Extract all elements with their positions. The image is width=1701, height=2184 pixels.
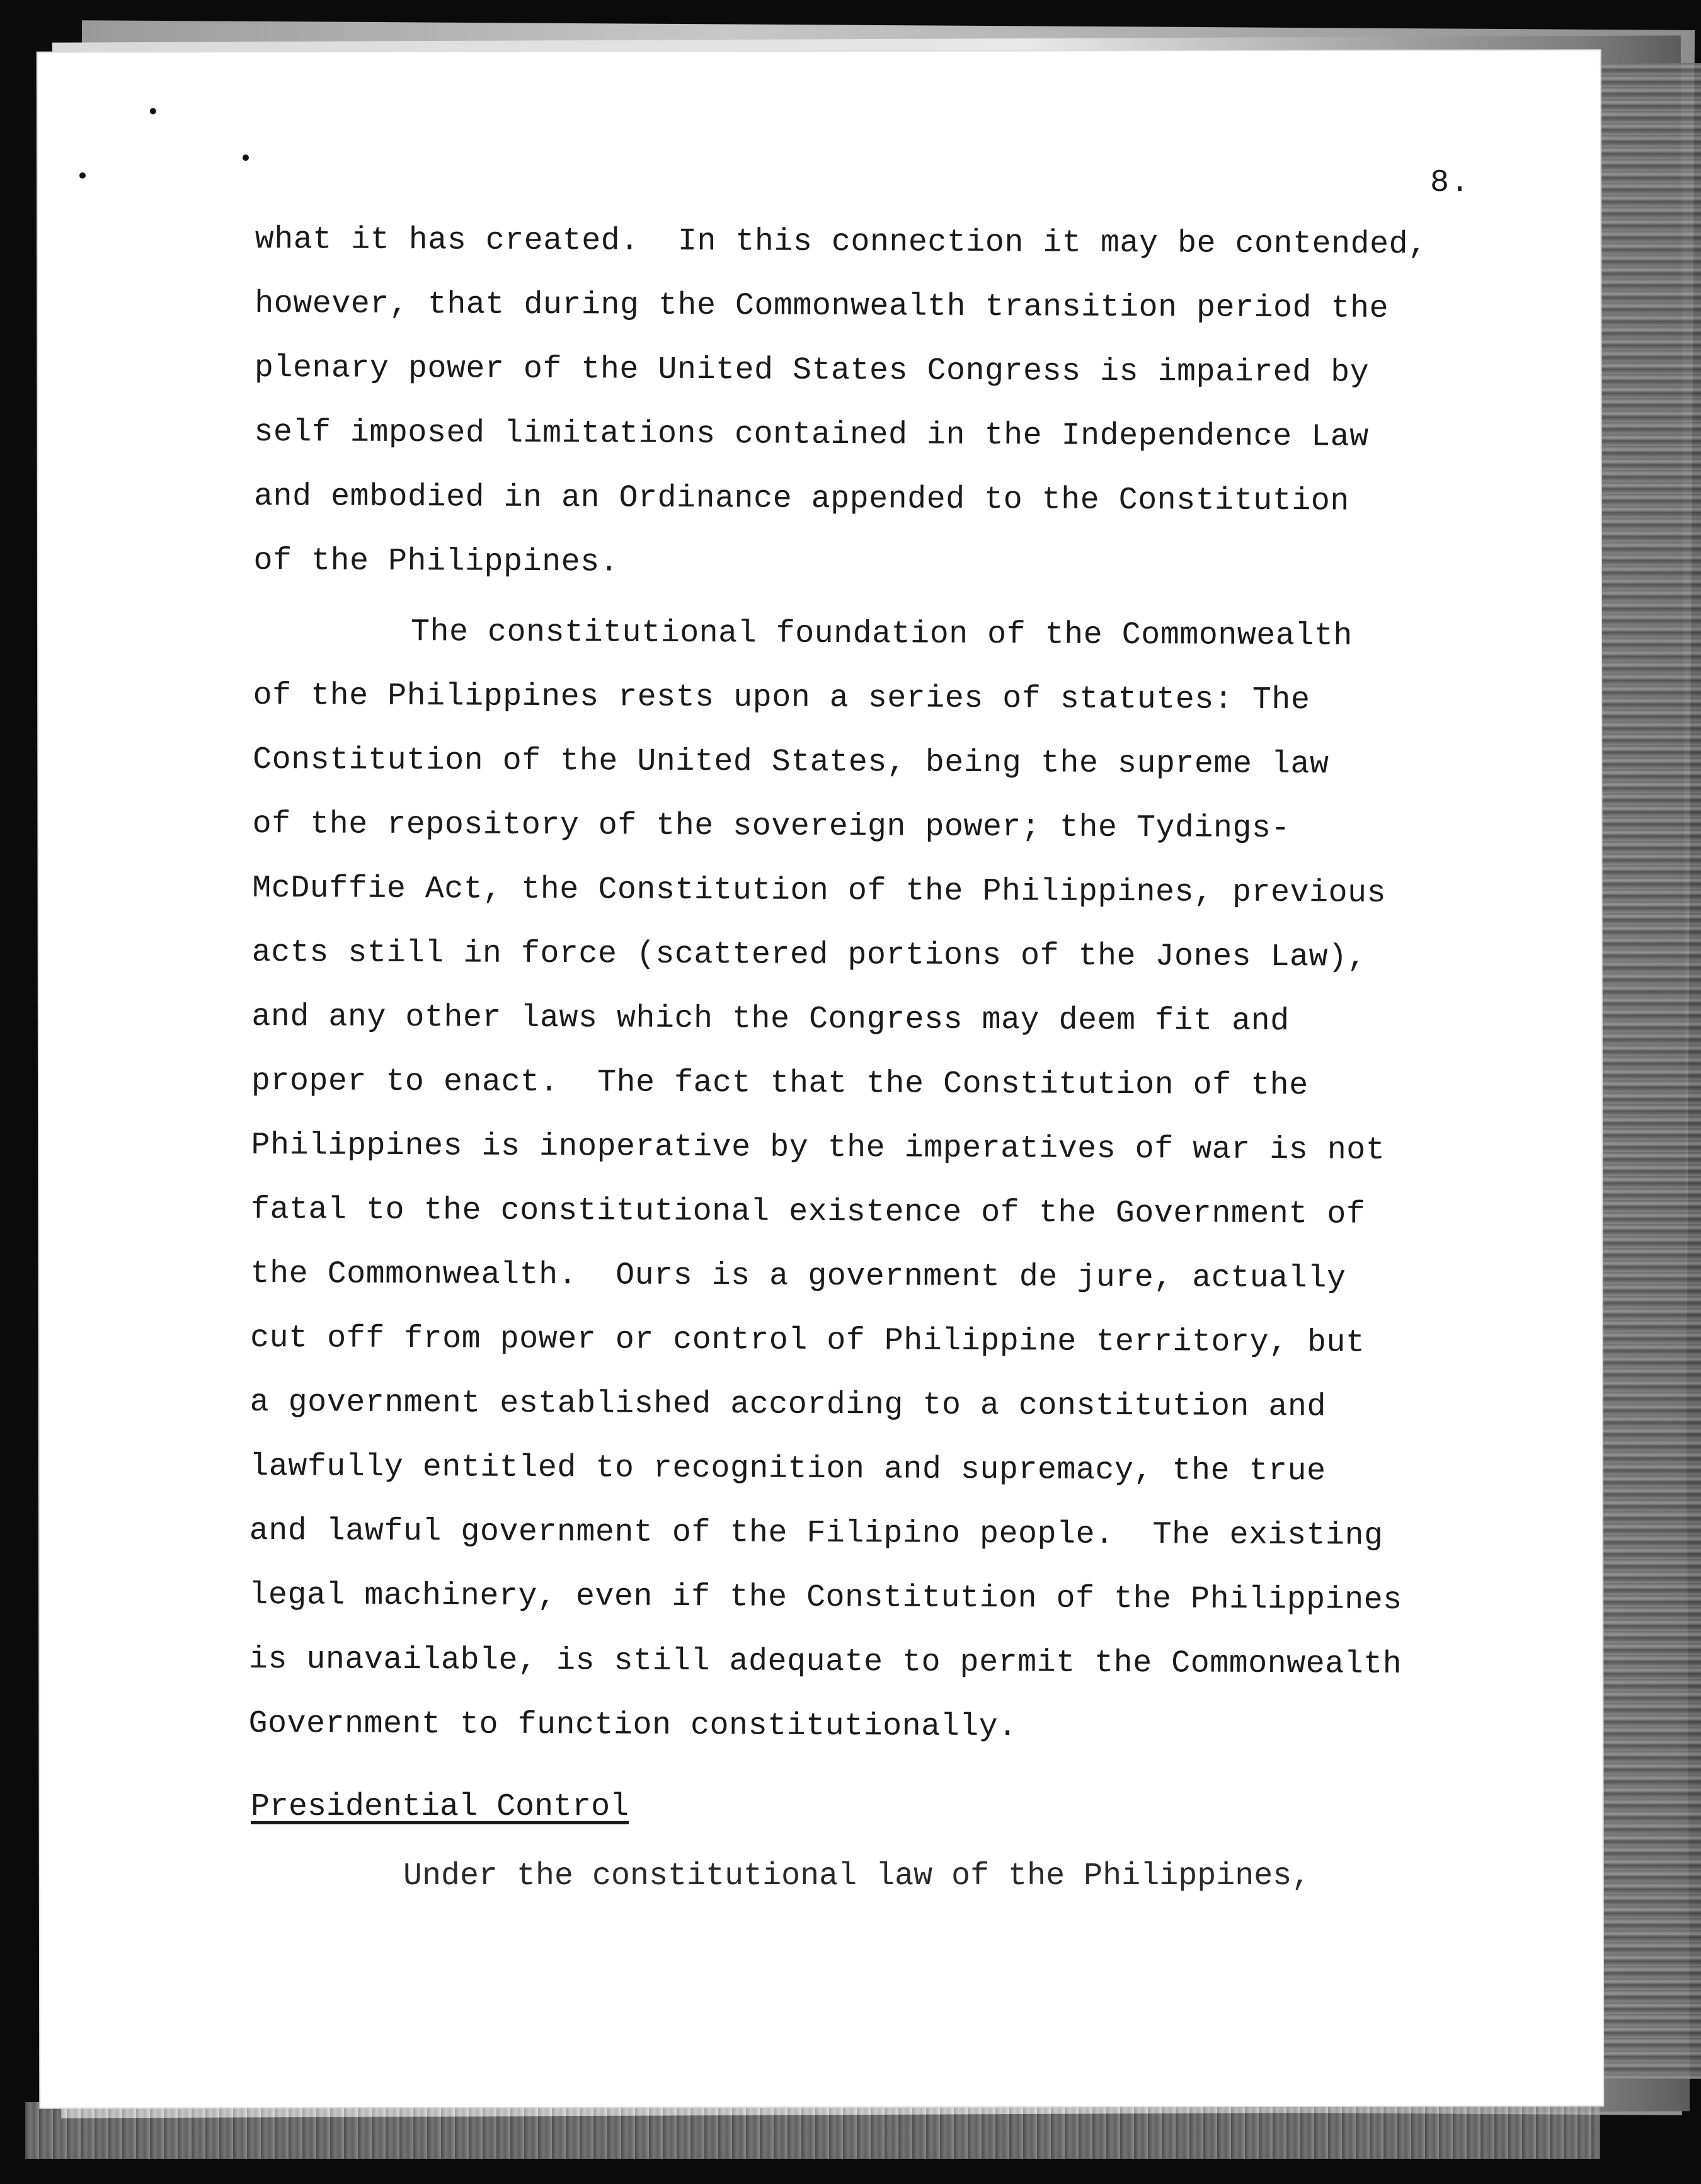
text-line: legal machinery, even if the Constitution of the Philippines bbox=[249, 1577, 1402, 1618]
text-line: the Commonwealth. Ours is a government de jure, actually bbox=[250, 1255, 1346, 1297]
text-line: lawfully entitled to recognition and supremacy, the true bbox=[249, 1448, 1326, 1490]
speck-mark bbox=[243, 154, 249, 161]
text-line: and lawful government of the Filipino people. The existing bbox=[249, 1512, 1383, 1554]
text-line: Philippines is inoperative by the imperatives of war is not bbox=[251, 1127, 1385, 1169]
text-line: McDuffie Act, the Constitution of the Philippines, previous bbox=[252, 870, 1387, 912]
text-line: fatal to the constitutional existence of the Government of bbox=[250, 1191, 1366, 1233]
text-line: self imposed limitations contained in the Independence Law bbox=[254, 414, 1369, 455]
text-line: of the Philippines rests upon a series of statutes: The bbox=[253, 677, 1310, 719]
speck-mark bbox=[79, 173, 86, 179]
worn-bottom-edge bbox=[25, 2102, 1600, 2159]
text-line: proper to enact. The fact that the Constitution of the bbox=[251, 1063, 1309, 1104]
speck-mark bbox=[150, 108, 156, 114]
page-number: 8. bbox=[1430, 165, 1471, 201]
text-line: and any other laws which the Congress may deem fit and bbox=[251, 998, 1290, 1040]
body-text bbox=[248, 208, 1484, 1761]
text-line: acts still in force (scattered portions of the Jones Law), bbox=[251, 934, 1367, 976]
text-line: what it has created. In this connection it may be contended, bbox=[255, 221, 1428, 263]
text-line: however, that during the Commonwealth transition period the bbox=[255, 285, 1389, 327]
text-line: is unavailable, is still adequate to permit the Commonwealth bbox=[248, 1641, 1402, 1683]
text-line: a government established according to a constitution and bbox=[249, 1384, 1327, 1426]
text-line: Constitution of the United States, being the supreme law bbox=[253, 741, 1329, 783]
text-line: plenary power of the United States Congress is impaired by bbox=[254, 350, 1370, 391]
text-line: of the Philippines. bbox=[253, 542, 619, 581]
text-line: and embodied in an Ordinance appended to the Constitution bbox=[253, 478, 1349, 520]
text-line: Under the constitutional law of the Philippines, bbox=[403, 1858, 1311, 1894]
text-line: of the repository of the sovereign power; the Tydings- bbox=[252, 806, 1291, 847]
text-line: cut off from power or control of Philippine territory, but bbox=[250, 1320, 1365, 1361]
text-line: The constitutional foundation of the Commonwealth bbox=[410, 614, 1353, 655]
section-heading: Presidential Control bbox=[251, 1789, 629, 1825]
text-line: Government to function constitutionally. bbox=[248, 1705, 1017, 1746]
